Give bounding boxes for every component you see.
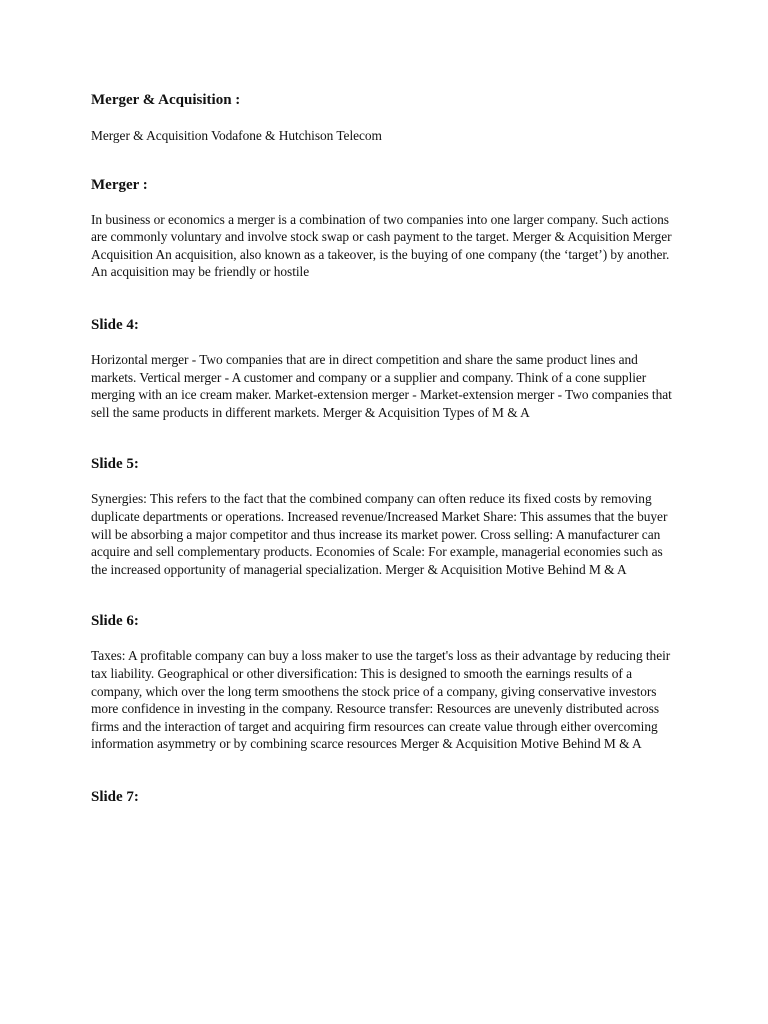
section-body-merger-acquisition: Merger & Acquisition Vodafone & Hutchison Telecom	[91, 128, 382, 143]
section-body-slide-6: Taxes: A profitable company can buy a loss maker to use the target's loss as their advantage by reducing their tax liability. Geographical or other diversification: This is designed to smooth the earnings results of a company, which over the long term smoothens the stock price of a company, giving conservative investors more confidence in investing in the company. Resource transfer: Resources are unevenly distributed across firms and the interaction of target and acquiring firm resources can create value through either overcoming information asymmetry or by combining scarce resources Merger & Acquisition Motive Behind M & A	[91, 648, 671, 752]
section-body-merger: In business or economics a merger is a combination of two companies into one larger company. Such actions are commonly voluntary and involve stock swap or cash payment to the target. Merger & Acquisition Merger Acquisition An acquisition, also known as a takeover, is the buying of one company (the ‘target’) by another. An acquisition may be friendly or hostile	[91, 211, 672, 280]
document-content	[91, 90, 681, 807]
section-body-slide-4: Horizontal merger - Two companies that are in direct competition and share the same product lines and markets. Vertical merger - A customer and company or a supplier and company. Think of a cone supplier merging with an ice cream maker. Market-extension merger - Market-extension merger - Two companies that sell the same products in different markets. Merger & Acquisition Types of M & A	[91, 351, 672, 420]
section-heading-slide-6: Slide 6:	[91, 613, 139, 630]
section-heading-slide-4: Slide 4:	[91, 316, 139, 333]
section-heading-merger: Merger :	[91, 176, 148, 193]
section-heading-merger-acquisition: Merger & Acquisition :	[91, 92, 241, 108]
section-heading-slide-5: Slide 5:	[91, 456, 139, 473]
section-heading-slide-7: Slide 7:	[91, 788, 139, 805]
section-body-slide-5: Synergies: This refers to the fact that the combined company can often reduce its fixed costs by removing duplicate departments or operations. Increased revenue/Increased Market Share: This assumes that the buyer will be absorbing a major competitor and thus increase its market power. Cross selling: A manufacturer can acquire and sell complementary products. Economies of Scale: For example, managerial economies such as the increased opportunity of managerial specialization. Merger & Acquisition Motive Behind M & A	[91, 491, 668, 577]
